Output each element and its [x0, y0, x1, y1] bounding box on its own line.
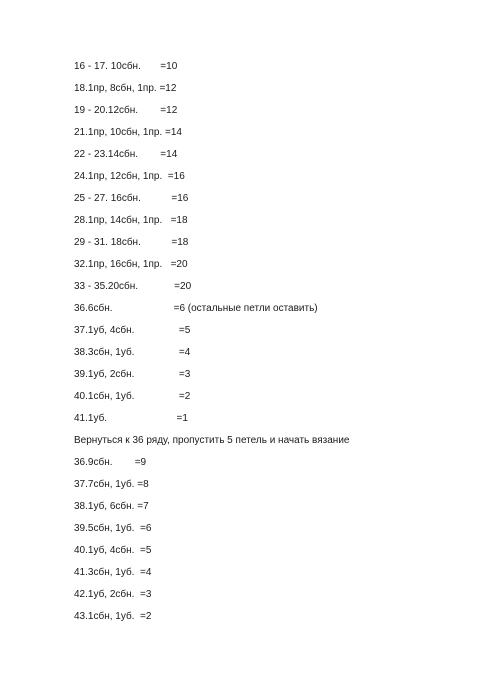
text-line: 32.1пр, 16сбн, 1пр. =20 [74, 259, 188, 270]
text-line: 41.3сбн, 1уб. =4 [74, 567, 152, 578]
text-line: 29 - 31. 18сбн. =18 [74, 237, 189, 248]
text-line: 37.7сбн, 1уб. =8 [74, 479, 149, 490]
text-line: 22 - 23.14сбн. =14 [74, 149, 178, 160]
text-line: 36.9сбн. =9 [74, 457, 147, 468]
text-line: 36.6сбн. =6 (остальные петли оставить) [74, 303, 318, 314]
text-line: 41.1уб. =1 [74, 413, 188, 424]
text-line: 19 - 20.12сбн. =12 [74, 105, 178, 116]
text-line: 18.1пр, 8сбн, 1пр. =12 [74, 83, 177, 94]
text-line: 39.5сбн, 1уб. =6 [74, 523, 152, 534]
text-line: 21.1пр, 10сбн, 1пр. =14 [74, 127, 182, 138]
text-line: 33 - 35.20сбн. =20 [74, 281, 192, 292]
text-line: 43.1сбн, 1уб. =2 [74, 611, 152, 622]
text-line: 40.1сбн, 1уб. =2 [74, 391, 191, 402]
text-line: 40.1уб, 4сбн. =5 [74, 545, 152, 556]
text-line: 39.1уб, 2сбн. =3 [74, 369, 191, 380]
instruction-line: Вернуться к 36 ряду, пропустить 5 петель и начать вязание [74, 435, 350, 446]
text-line: 38.1уб, 6сбн. =7 [74, 501, 149, 512]
text-line: 42.1уб, 2сбн. =3 [74, 589, 152, 600]
text-line: 37.1уб, 4сбн. =5 [74, 325, 191, 336]
text-line: 25 - 27. 16сбн. =16 [74, 193, 189, 204]
text-line: 38.3сбн, 1уб. =4 [74, 347, 191, 358]
text-line: 16 - 17. 10сбн. =10 [74, 61, 178, 72]
text-line: 24.1пр, 12сбн, 1пр. =16 [74, 171, 185, 182]
text-line: 28.1пр, 14сбн, 1пр. =18 [74, 215, 188, 226]
